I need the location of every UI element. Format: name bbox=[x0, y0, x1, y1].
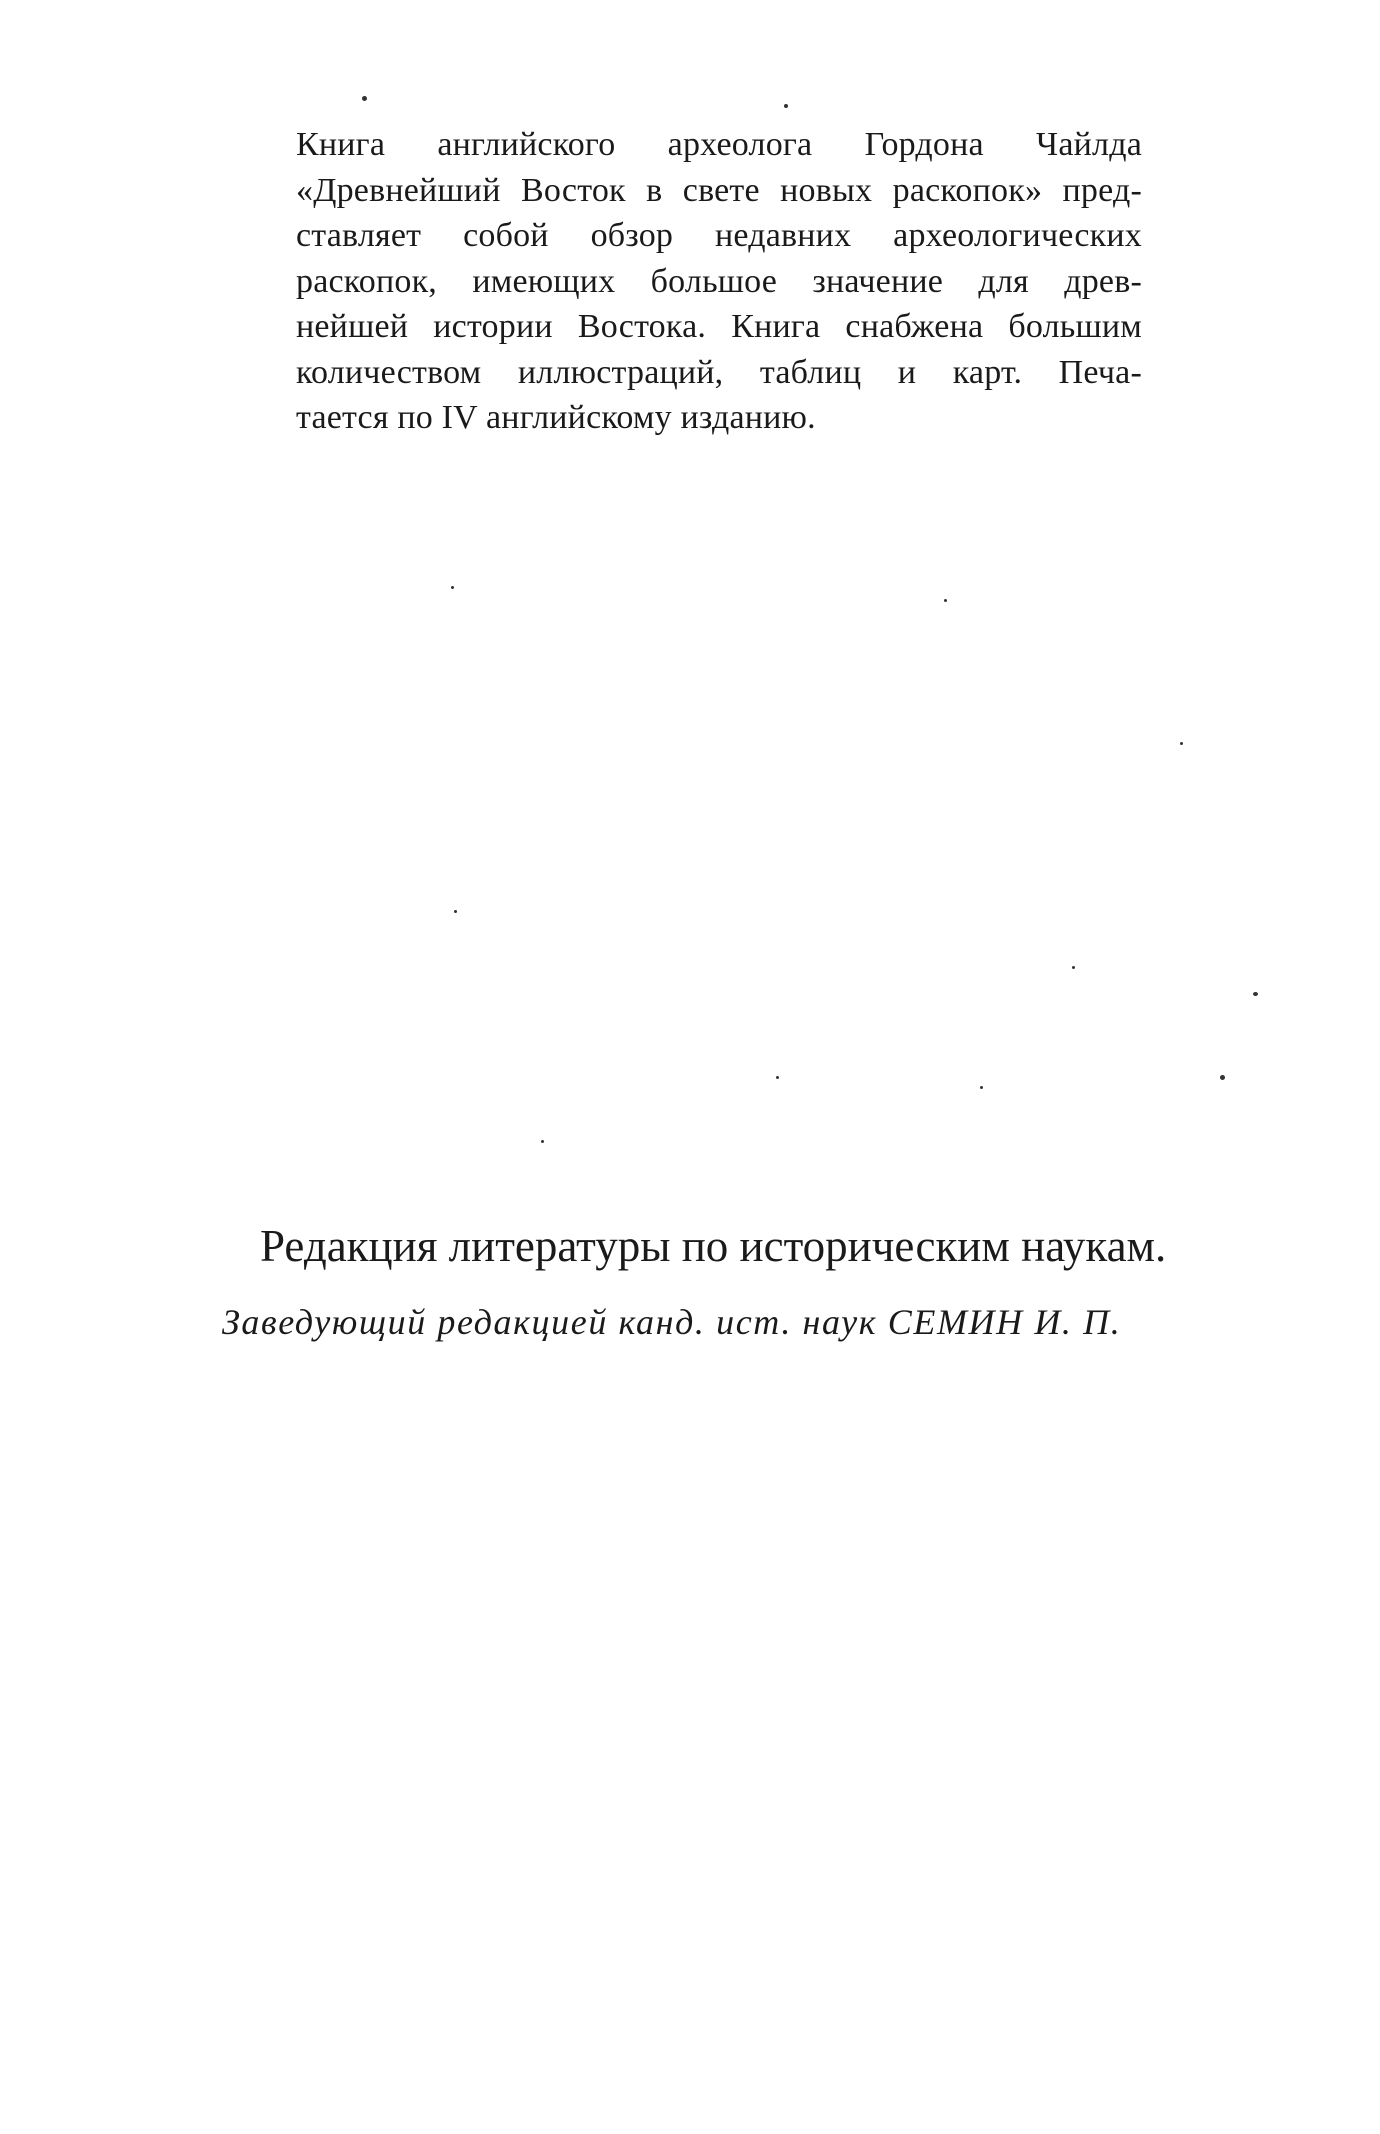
scan-speck bbox=[1180, 742, 1183, 745]
scan-speck bbox=[944, 599, 947, 602]
annotation-line: тается по IV английскому изданию. bbox=[296, 399, 816, 436]
annotation-line: раскопок, имеющих большое значение для древ- bbox=[296, 262, 1142, 300]
scan-speck bbox=[1072, 966, 1075, 969]
annotation-line: Книга английского археолога Гордона Чайлда bbox=[296, 126, 1142, 163]
annotation-line: количеством иллюстраций, таблиц и карт. Печа- bbox=[296, 353, 1142, 391]
annotation-line: «Древнейший Восток в свете новых раскопок» пред- bbox=[296, 171, 1142, 209]
scan-speck bbox=[980, 1086, 983, 1089]
scan-speck bbox=[776, 1076, 779, 1079]
scan-speck bbox=[451, 586, 454, 589]
scan-speck bbox=[362, 96, 367, 101]
annotation-line: нейшей истории Востока. Книга снабжена большим bbox=[296, 308, 1142, 345]
annotation-line: ставляет собой обзор недавних археологических bbox=[296, 217, 1142, 254]
editorial-office: Редакция литературы по историческим наукам. bbox=[260, 1221, 1167, 1271]
scan-speck bbox=[541, 1140, 544, 1143]
scan-speck bbox=[1220, 1075, 1225, 1080]
book-annotation bbox=[296, 122, 1142, 441]
scan-speck bbox=[1253, 992, 1258, 996]
scan-speck bbox=[784, 104, 788, 108]
editor-in-chief: Заведующий редакцией канд. ист. наук СЕМИН И. П. bbox=[222, 1302, 1122, 1342]
scan-speck bbox=[454, 910, 457, 913]
